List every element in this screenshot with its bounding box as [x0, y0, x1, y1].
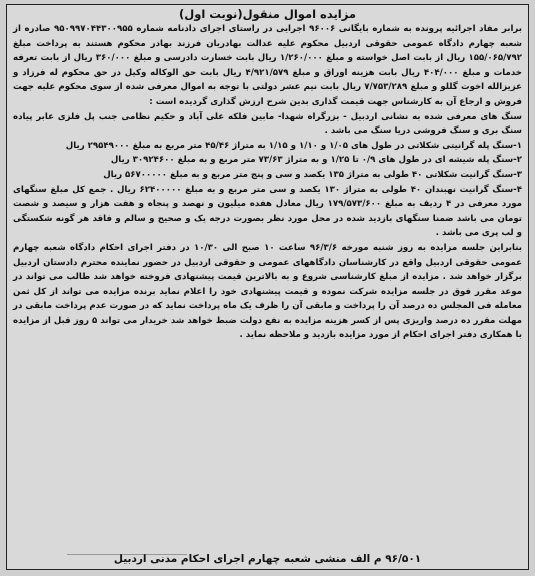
stamp-mark — [67, 554, 187, 569]
paragraph-location: سنگ های معرفی شده به نشانی اردبیل - بزرگراه شهدا- مابین فلکه علی آباد و حکیم نظامی جنب پل فلزی عابر پیاده سنگ بری و سنگ فروشی دریا سنگ می باشد . — [13, 111, 522, 137]
notice-clipping — [6, 4, 529, 570]
list-item-2: ۲-سنگ پله شیشه ای در طول های ۰/۹ تا ۱/۲۵ و به متراژ ۷۳/۶۳ متر مربع و به مبلغ ۳۰۹۲۴۶۰۰ ریال — [110, 155, 522, 166]
list-item-1: ۱-سنگ پله گرانیتی شکلاتی در طول های ۱/۰۵ و ۱/۱۰ و ۱/۱۵ به متراژ ۴۵/۴۶ متر مربع به مبلغ ۲۹۵۴۹۰۰۰ ریال — [65, 140, 522, 151]
list-item-4: ۴-سنگ گرانیت نهبندان ۴۰ طولی به متراژ ۱۳۰ یکصد و سی متر مربع و به مبلغ ۶۲۴۰۰۰۰۰ ریال . جمع کل مبلغ سنگهای مورد معرفی در ۴ ردیف به مبلغ ۱۷۹/۵۷۳/۶۰۰ ریال معادل هفده میلیون و نهصد و پنجاه و هفت هزار و سیصد و شصت تومان می باشد ضمنا سنگهای بازدید شده در محل مورد نظر بصورت درجه یک و صحیح و سالم و فاقد هر گونه شکستگی و لب پری می باشد . — [13, 184, 523, 239]
notice-body — [7, 22, 528, 343]
notice-title: مزایده اموال منقول(نوبت اول) — [178, 7, 357, 21]
paragraph-intro: برابر مفاد اجرائیه پرونده به شماره بایگانی ۹۶۰۰۶ اجرایی در راستای اجرای دادنامه شماره ۹۵۰۹۹۷۰۴۴۳۰۰۹۵۵ صادره از شعبه چهارم دادگاه عمومی حقوقی اردبیل محکوم علیه عدالت بهادریان فرزند بهادر محکوم هستند به پرداخت مبلغ ۱۵۵/۰۶۵/۷۹۲ ریال از بابت اصل خواسته و مبلغ ۱/۲۶۰/۰۰۰ ریال بابت خسارت دادرسی و مبلغ ۳۶۰/۰۰۰ ریال از بابت تعرفه خدمات و مبلغ ۴۰۴/۰۰۰ ریال بابت هزینه اوراق و مبلغ ۴/۹۲۱/۵۷۹ ریال بابت حق الوکاله وکیل در حق محکوم له فرزاد و عزیزالله اخوت گللو و مبلغ ۷/۷۵۳/۲۸۹ ریال بابت نیم عشر دولتی با توجه به اموال معرفی شده از سوی محکوم علیه جهت فروش و ارجاع آن به کارشناس جهت قیمت گذاری بدین شرح ارزش گذاری گردیده است : — [13, 24, 522, 107]
paragraph-auction-terms: بنابراین جلسه مزایده به روز شنبه مورخه ۹۶/۳/۶ ساعت ۱۰ صبح الی ۱۰/۳۰ در دفتر اجرای احکام دادگاه شعبه چهارم عمومی حقوقی اردبیل واقع در کارشناسان دادگاههای عمومی و حقوقی اردبیل در حضور نماینده محترم دادستان اردبیل برگزار خواهد شد . مزایده از مبلغ کارشناسی شروع و به بالاترین قیمت پیشنهادی فروخته خواهد شد طالب می تواند در موعد مقرر فوق در جلسه مزایده شرکت نموده و قیمت پیشنهادی خود را اعلام نماید برنده مزایده می تواند از کل ثمن معامله فی المجلس ده درصد آن را پرداخت و مابقی آن را ظرف یک ماه پرداخت نماید که در صورت عدم پرداخت مابقی در مهلت مقرر ده درصد واریزی پس از کسر هزینه مزایده به نفع دولت ضبط خواهد شد خریدار می تواند ۵ روز قبل از مزایده با همکاری دفتر اجرای احکام از مورد مزایده بازدید و ملاحظه نماید . — [13, 242, 523, 341]
list-item-3: ۳-سنگ گرانیت شکلاتی ۴۰ طولی به متراژ ۱۳۵ یکصد و سی و پنج متر مربع و به مبلغ ۵۶۷۰۰۰۰۰ ریال — [103, 169, 522, 180]
notice-footer-signature: ۹۶/۵۰۱ م الف منشی شعبه چهارم اجرای احکام مدنی اردبیل — [113, 553, 422, 565]
